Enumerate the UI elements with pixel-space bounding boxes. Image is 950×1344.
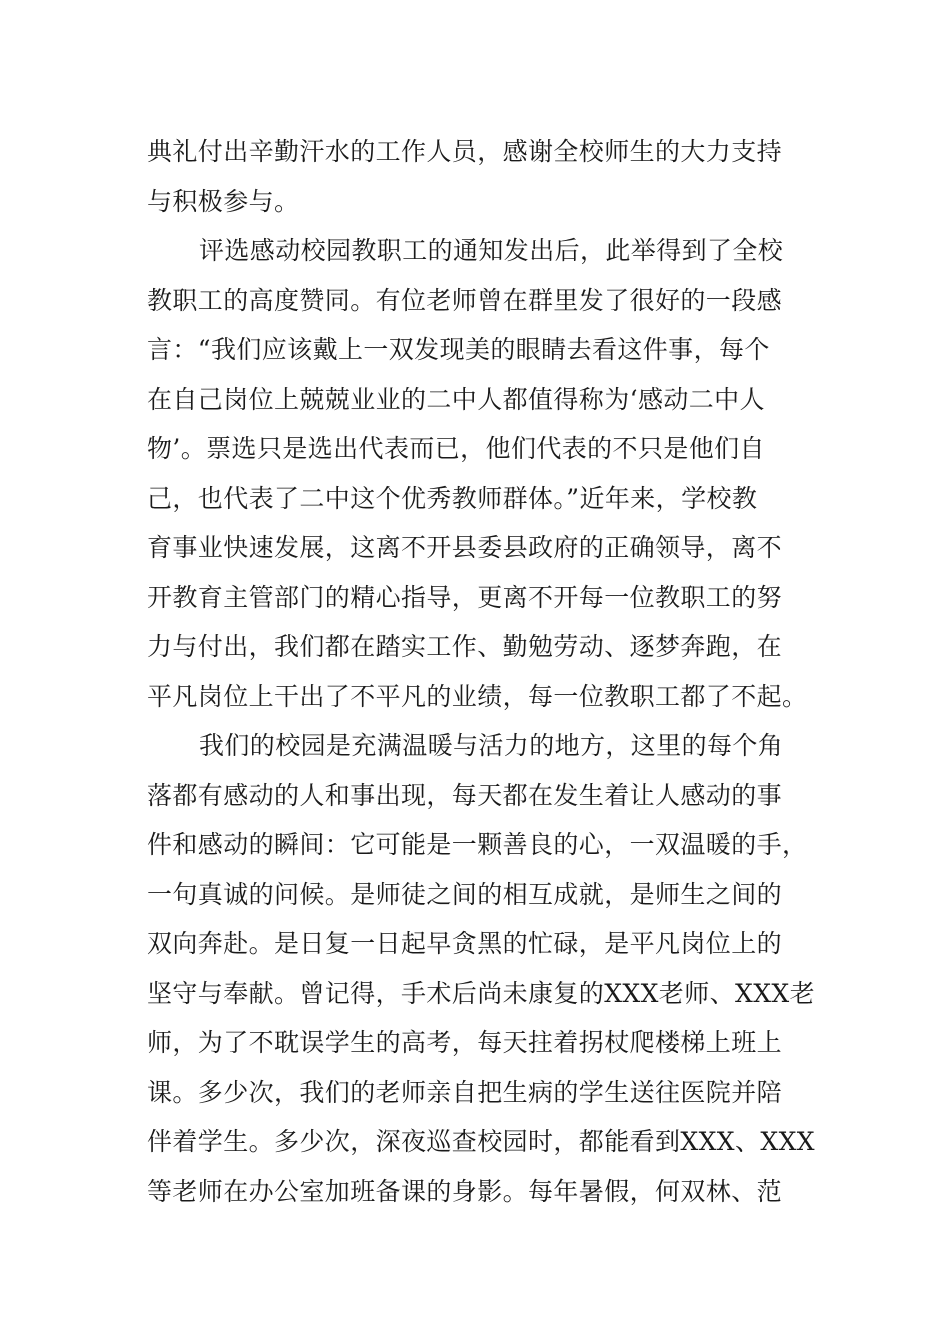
paragraph-first-line: 我们的校园是充满温暖与活力的地方，这里的每个角: [199, 731, 784, 760]
text-line: 言：“我们应该戴上一双发现美的眼睛去看这件事，每个: [147, 335, 770, 364]
text-line: 双向奔赴。是日复一日起早贪黑的忙碌，是平凡岗位上的: [147, 929, 783, 958]
text-line: 典礼付出辛勤汗水的工作人员，感谢全校师生的大力支持: [147, 137, 783, 166]
body-text: [147, 127, 815, 1216]
text-line: 教职工的高度赞同。有位老师曾在群里发了很好的一段感: [147, 285, 783, 315]
text-line: 己，也代表了二中这个优秀教师群体。”近年来，学校教: [147, 483, 758, 513]
text-line: 物’。票选只是选出代表而已，他们代表的不只是他们自: [147, 434, 765, 463]
text-line: 课。多少次，我们的老师亲自把生病的学生送往医院并陪: [147, 1077, 783, 1107]
text-line: 一句真诚的问候。是师徒之间的相互成就，是师生之间的: [147, 879, 783, 909]
text-line: 力与付出，我们都在踏实工作、勤勉劳动、逐梦奔跑，在: [147, 632, 783, 661]
text-line: 师，为了不耽误学生的高考，每天拄着拐杖爬楼梯上班上: [147, 1028, 783, 1057]
text-line: 在自己岗位上兢兢业业的二中人都值得称为‘感动二中人: [147, 384, 765, 414]
text-line: 伴着学生。多少次，深夜巡查校园时，都能看到XXX、XXX: [147, 1127, 815, 1156]
text-line: 平凡岗位上干出了不平凡的业绩，每一位教职工都了不起。: [147, 681, 808, 711]
text-line: 坚守与奉献。曾记得，手术后尚未康复的XXX老师、XXX老: [147, 978, 815, 1008]
text-line: 等老师在办公室加班备课的身影。每年暑假，何双林、范: [147, 1176, 783, 1206]
text-line: 开教育主管部门的精心指导，更离不开每一位教职工的努: [147, 582, 783, 612]
text-line: 件和感动的瞬间：它可能是一颗善良的心，一双温暖的手，: [147, 830, 808, 859]
paragraph-first-line: 评选感动校园教职工的通知发出后，此举得到了全校: [199, 236, 784, 265]
text-line: 育事业快速发展，这离不开县委县政府的正确领导，离不: [147, 533, 783, 562]
text-line: 落都有感动的人和事出现，每天都在发生着让人感动的事: [147, 780, 783, 810]
text-line: 与积极参与。: [147, 186, 300, 216]
